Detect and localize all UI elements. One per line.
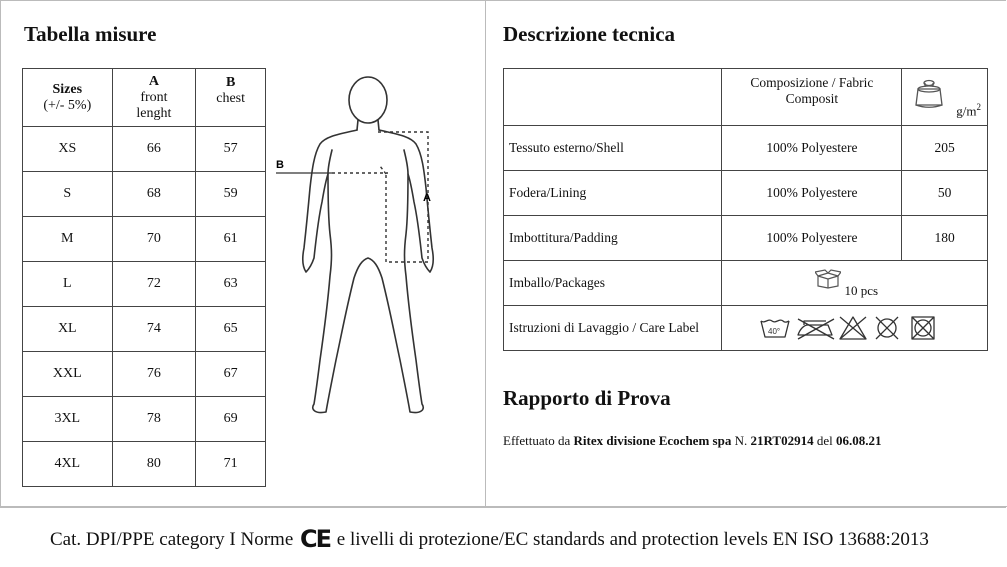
material-label: Tessuto esterno/Shell	[504, 126, 722, 171]
weight-cell: 205	[902, 126, 988, 171]
care-symbols	[760, 315, 950, 341]
front-length-cell: 68	[112, 172, 196, 217]
material-label: Fodera/Lining	[504, 171, 722, 216]
chest-measure-label: B	[276, 159, 284, 171]
report-line	[503, 433, 881, 449]
chest-cell: 61	[196, 217, 266, 262]
chest-cell: 57	[196, 127, 266, 172]
table-row	[23, 127, 266, 172]
header-col-a-name: front lenght	[136, 89, 172, 121]
tech-header-row	[504, 69, 988, 126]
size-cell: XL	[23, 307, 113, 352]
table-row	[23, 397, 266, 442]
header-col-b-name: chest	[216, 91, 246, 106]
chest-cell: 67	[196, 352, 266, 397]
weight-cell: 180	[902, 216, 988, 261]
footer-prefix: Cat. DPI/PPE category I Norme	[50, 529, 294, 550]
front-length-cell: 74	[112, 307, 196, 352]
footer-text	[50, 525, 929, 553]
weight-unit-exponent: 2	[976, 101, 981, 112]
weight-icon	[914, 77, 944, 109]
ce-mark-icon: CE	[300, 525, 331, 553]
composition-cell: 100% Polyestere	[722, 171, 902, 216]
front-length-cell: 72	[112, 262, 196, 307]
header-sizes-tolerance: (+/- 5%)	[43, 97, 92, 113]
report-date: 06.08.21	[835, 433, 882, 448]
chest-cell: 65	[196, 307, 266, 352]
header-sizes	[23, 69, 113, 127]
column-divider	[485, 0, 486, 506]
wash-temp-label: 40°	[768, 327, 781, 336]
no-tumble-dry-icon	[876, 317, 898, 339]
report-prefix: Effettuato da	[503, 433, 571, 448]
chest-cell: 69	[196, 397, 266, 442]
size-cell: S	[23, 172, 113, 217]
table-row	[504, 126, 988, 171]
header-col-a-letter: A	[148, 73, 159, 89]
report-date-prefix: del	[816, 433, 833, 448]
tech-header-composition	[722, 69, 902, 126]
tech-table	[503, 68, 988, 351]
header-col-a	[112, 69, 196, 127]
report-lab: Ritex divisione Ecochem spa	[573, 433, 732, 448]
weight-unit: g/m	[956, 103, 977, 118]
care-icons-cell	[722, 306, 988, 351]
table-row	[23, 352, 266, 397]
packages-value: 10 pcs	[844, 283, 879, 298]
report-number: 21RT02914	[750, 433, 814, 448]
wash-40-icon	[761, 320, 789, 337]
material-label: Imbottitura/Padding	[504, 216, 722, 261]
front-length-cell: 66	[112, 127, 196, 172]
packages-label: Imballo/Packages	[504, 261, 722, 306]
chest-cell: 59	[196, 172, 266, 217]
body-measurement-figure	[270, 70, 480, 420]
composition-header-label: Composizione / Fabric Composit	[750, 75, 874, 106]
size-cell: 3XL	[23, 397, 113, 442]
packages-row	[504, 261, 988, 306]
size-table-title: Tabella misure	[24, 22, 157, 46]
tech-header-weight	[902, 69, 988, 126]
header-col-b-letter: B	[225, 75, 236, 90]
box-icon	[815, 269, 841, 289]
size-cell: 4XL	[23, 442, 113, 487]
care-label: Istruzioni di Lavaggio / Care Label	[504, 306, 722, 351]
front-length-cell: 76	[112, 352, 196, 397]
size-cell: XS	[23, 127, 113, 172]
size-table-header	[23, 69, 266, 127]
no-dry-clean-icon	[912, 317, 934, 339]
table-row	[23, 262, 266, 307]
header-col-b	[196, 69, 266, 127]
body-outline	[303, 77, 434, 413]
table-row	[23, 442, 266, 487]
front-length-measure-label: A	[423, 192, 431, 204]
composition-cell: 100% Polyestere	[722, 216, 902, 261]
front-length-cell: 78	[112, 397, 196, 442]
report-title: Rapporto di Prova	[503, 386, 671, 410]
table-row	[504, 171, 988, 216]
care-row	[504, 306, 988, 351]
weight-cell: 50	[902, 171, 988, 216]
front-length-cell: 70	[112, 217, 196, 262]
no-iron-icon	[798, 319, 834, 339]
composition-cell: 100% Polyestere	[722, 126, 902, 171]
chest-cell: 71	[196, 442, 266, 487]
size-table	[22, 68, 266, 487]
size-cell: M	[23, 217, 113, 262]
table-row	[504, 216, 988, 261]
footer-standards: e livelli di protezione/EC standards and protection levels EN ISO 13688:2013	[336, 529, 929, 550]
table-row	[23, 172, 266, 217]
chest-cell: 63	[196, 262, 266, 307]
front-length-cell: 80	[112, 442, 196, 487]
size-cell: L	[23, 262, 113, 307]
packages-cell	[722, 261, 988, 306]
header-sizes-label: Sizes	[52, 81, 83, 97]
tech-title: Descrizione tecnica	[503, 22, 676, 46]
weight-unit-label	[956, 102, 981, 119]
size-cell: XXL	[23, 352, 113, 397]
no-bleach-icon	[840, 317, 866, 339]
report-number-prefix: N.	[734, 433, 748, 448]
tech-header-empty	[504, 69, 722, 126]
table-row	[23, 307, 266, 352]
table-row	[23, 217, 266, 262]
